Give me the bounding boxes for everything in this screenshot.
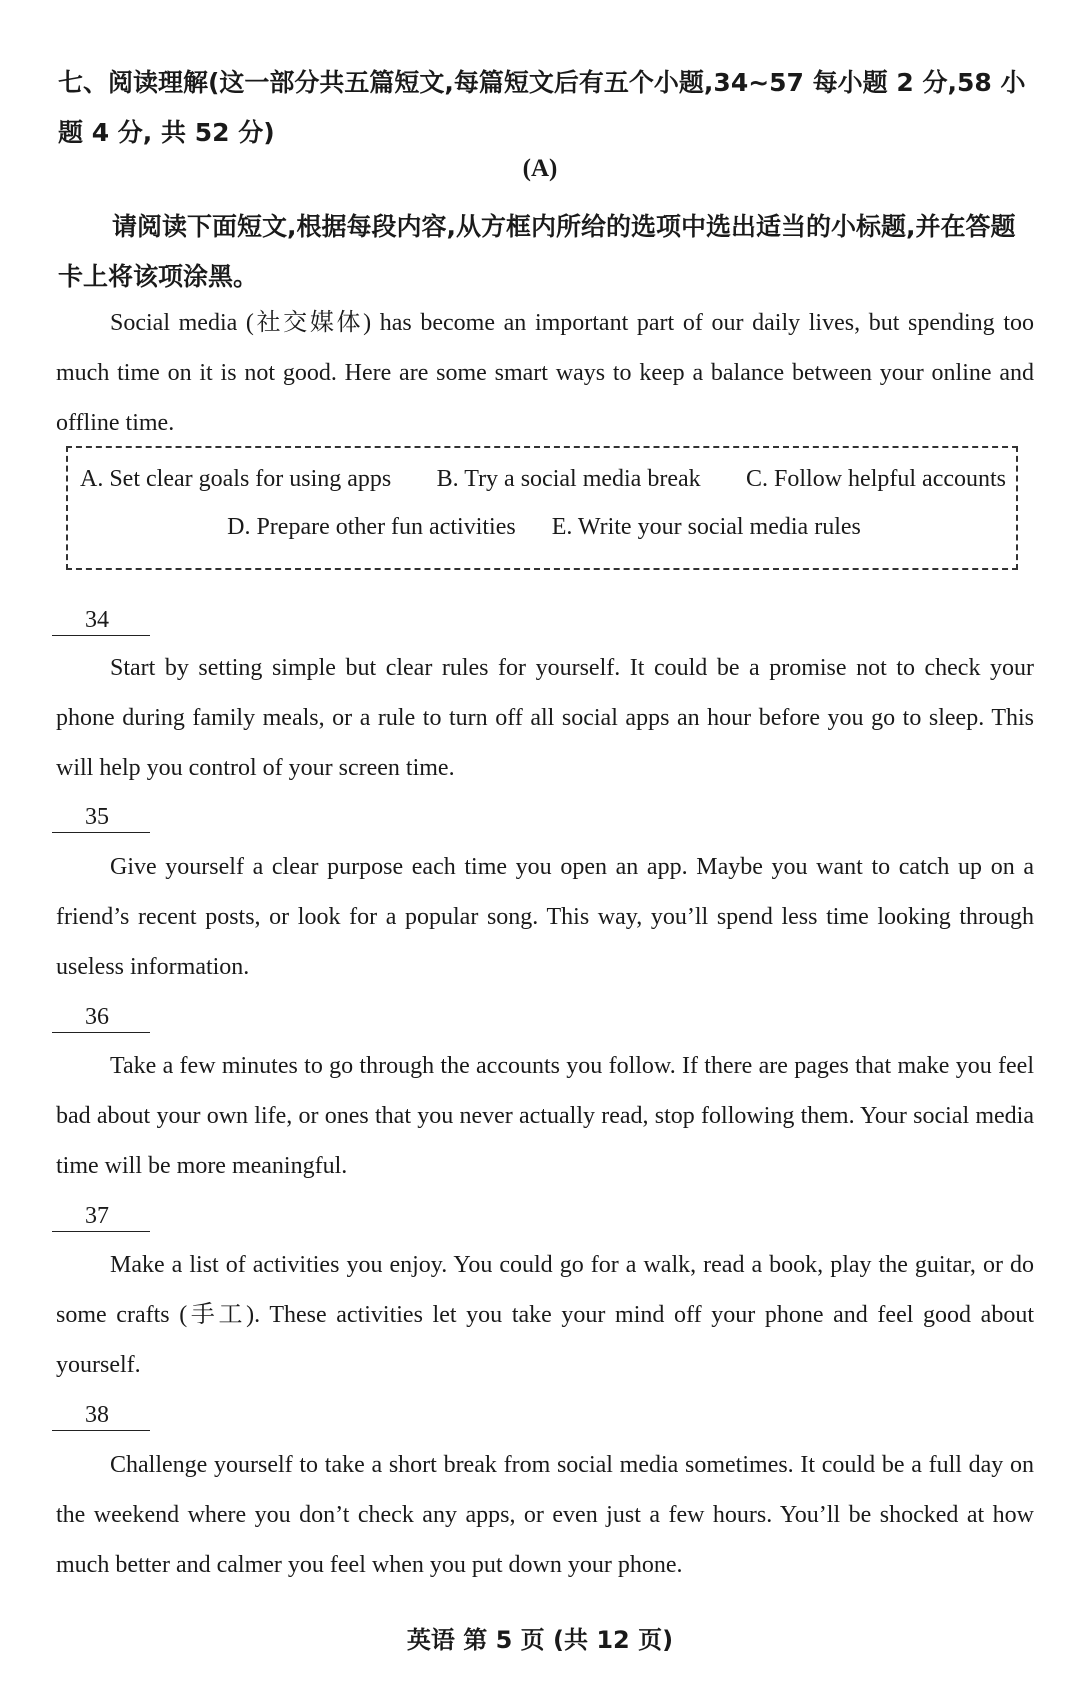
section-paragraph-35: Give yourself a clear purpose each time you open an app. Maybe you want to catch up on a friend’s recent posts, or look for a popular song. This way, you’ll spend less time looking through useless information. bbox=[56, 854, 1034, 980]
answer-blank-35: 35 bbox=[52, 802, 150, 833]
part-label: (A) bbox=[522, 155, 558, 182]
answer-blank-36: 36 bbox=[52, 1002, 150, 1033]
option-b: B. Try a social media break bbox=[436, 466, 701, 492]
answer-blank-37: 37 bbox=[52, 1201, 150, 1232]
page-footer: 英语 第 5 页 (共 12 页) bbox=[406, 1626, 674, 1654]
option-c: C. Follow helpful accounts bbox=[746, 466, 1006, 492]
section-paragraph-34: Start by setting simple but clear rules for yourself. It could be a promise not to check your phone during family meals, or a rule to turn off all social apps an hour before you go to sleep. This will help you control of your screen time. bbox=[56, 655, 1034, 781]
option-d: D. Prepare other fun activities bbox=[227, 514, 516, 540]
section-title: 七、阅读理解(这一部分共五篇短文,每篇短文后有五个小题,34~57 每小题 2 分,58 小题 4 分, 共 52 分) bbox=[58, 68, 1026, 147]
option-a: A. Set clear goals for using apps bbox=[80, 466, 392, 492]
section-paragraph-36: Take a few minutes to go through the accounts you follow. If there are pages that make you feel bad about your own life, or ones that you never actually read, stop following them. Your social media time will be more meaningful. bbox=[56, 1053, 1034, 1179]
option-e: E. Write your social media rules bbox=[551, 514, 861, 540]
instruction-text: 请阅读下面短文,根据每段内容,从方框内所给的选项中选出适当的小标题,并在答题卡上将该项涂黑。 bbox=[58, 212, 1016, 291]
intro-paragraph: Social media (社交媒体) has become an important part of our daily lives, but spending too much time on it is not good. Here are some smart ways to keep a balance between your online and offline time. bbox=[56, 310, 1034, 436]
options-box bbox=[66, 446, 1018, 570]
section-paragraph-37: Make a list of activities you enjoy. You could go for a walk, read a book, play the guitar, or do some crafts (手工). These activities let you take your mind off your phone and feel good about yourself. bbox=[56, 1252, 1034, 1378]
section-paragraph-38: Challenge yourself to take a short break from social media sometimes. It could be a full day on the weekend where you don’t check any apps, or even just a few hours. You’ll be shocked at how much better and calmer you feel when you put down your phone. bbox=[56, 1452, 1034, 1578]
answer-blank-34: 34 bbox=[52, 605, 150, 636]
answer-blank-38: 38 bbox=[52, 1400, 150, 1431]
